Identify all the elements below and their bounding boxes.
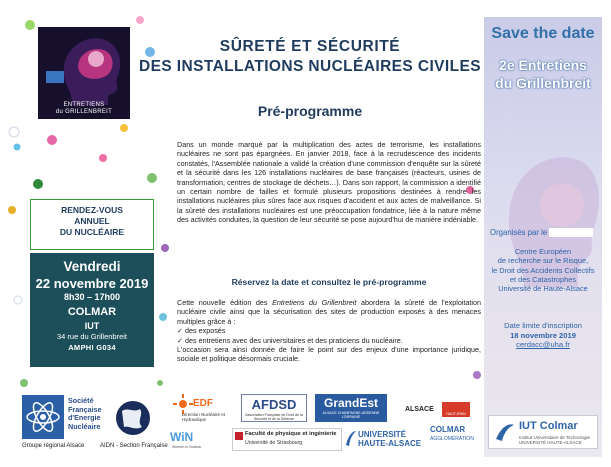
alsace-logo: ALSACE (405, 406, 434, 413)
sfen-line: Nucléaire (68, 421, 101, 431)
save-the-date-heading: Save the date (491, 25, 595, 42)
faculte-name: Faculté de physique et ingénierie (245, 431, 337, 437)
uha-swoosh-icon (345, 429, 357, 447)
intro-paragraph: Dans un monde marqué par la multiplication des actes de terrorisme, les installations nucléaires ne sont pas épargnées. En janvier 2018, face à la recrudescence des incidents constatés, l'Assemblée nationale a validé la création d'une commission d'enquête sur la sûreté et la sécurité dans les 126 installations nucléaires de base françaises (réacteurs, usines de transformation, centres de stockage de déchets…). Dans son rapport, la commission a identifié un certain nombre de failles et formulé plusieurs propositions destinées à rendre les installations nucléaires plus sûres face aux risques d'accident et aux actes de malveillance. Si la sûreté des installations nucléaires est une préoccupation fondatrice, liée à la nature même des activités conduites, la question de leur sécurité se pose aujourd'hui de manière indéniable. (177, 140, 481, 225)
contact-email-link[interactable]: cerdacc@uha.fr (516, 340, 570, 350)
event-address: 34 rue du Grillenbreit (56, 332, 128, 341)
sfen-line: d'Energie (68, 413, 101, 422)
details-section (177, 298, 481, 364)
faculte-university: Université de Strasbourg (245, 440, 303, 446)
organised-by (490, 228, 598, 237)
dot (136, 16, 144, 24)
win-subtitle: Women in Nuclear (172, 445, 202, 449)
dot (161, 244, 169, 252)
dot (20, 379, 28, 387)
sfen-line: Société (68, 396, 94, 405)
colmar-agglo-logo (430, 426, 474, 443)
dot (9, 127, 19, 137)
event-venue: IUT (84, 321, 100, 331)
centre-line: Centre Européen (514, 247, 572, 256)
grandest-logo (315, 394, 387, 422)
title-line1: SÛRETÉ ET SÉCURITÉ (219, 38, 401, 55)
head-profile-icon (38, 27, 130, 107)
colmar-line1: COLMAR (430, 425, 466, 434)
dot (33, 179, 43, 189)
details-lead (177, 298, 481, 326)
logo-caption-line2: du GRILLENBREIT (55, 109, 113, 115)
event-date: 22 novembre 2019 (35, 276, 149, 291)
afdsd-name: AFDSD (251, 397, 297, 412)
haut-rhin-logo (442, 402, 470, 417)
dot (157, 380, 163, 386)
colmar-line2: AGGLOMÉRATION (430, 435, 474, 442)
logo-caption-line1: ENTRETIENS (63, 102, 105, 108)
event-time: 8h30 – 17h00 (63, 292, 121, 302)
faculte-logo (232, 428, 342, 451)
details-lead-before: Cette nouvelle édition des (177, 298, 273, 307)
aidn-label: AIDN - Section Française (100, 443, 168, 449)
edf-subtitle: Direction Nucléaire et Hydraulique (182, 412, 226, 422)
event-city: COLMAR (67, 306, 117, 318)
iut-colmar-logo (488, 415, 598, 449)
rdv-line1: RENDEZ-VOUS (61, 205, 123, 215)
iut-subtitle: Institut Universitaire de Technologie UNIVERSITÉ HAUTE-ALSACE (519, 435, 590, 445)
grandest-name: GrandEst (323, 396, 378, 410)
logo-caption (38, 102, 130, 116)
title-line2: DES INSTALLATIONS NUCLÉAIRES CIVILES (139, 58, 481, 75)
details-bullets (177, 326, 481, 345)
dot (8, 206, 16, 214)
cerdacc-logo (549, 228, 593, 237)
registration-deadline (486, 321, 600, 350)
save-the-date-panel (484, 17, 602, 457)
dot (473, 371, 481, 379)
rendezvous-box (30, 199, 154, 250)
centre-line: de recherche sur le Risque, (497, 256, 589, 266)
event-date-box (30, 253, 154, 367)
dot (120, 124, 128, 132)
details-closing: L'occasion sera ainsi donnée de faire le point sur des enjeux d'une importance juridique, sociale et politique désormais cruciale. (177, 345, 481, 364)
list-item: ✓ des exposés (177, 326, 481, 335)
deadline-label: Date limite d'inscription (504, 321, 582, 330)
reserve-heading: Réservez la date et consultez le pré-programme (231, 277, 427, 287)
dot (159, 313, 167, 321)
sfen-name (68, 397, 102, 431)
centre-line: le Droit des Accidents Collectifs (491, 265, 595, 275)
uha-line1: UNIVERSITÉ (358, 430, 407, 439)
dot (14, 144, 21, 151)
centre-line: Université de Haute-Alsace (498, 284, 588, 294)
sfen-atom-icon (22, 395, 64, 439)
edf-logo: EDF (193, 398, 213, 409)
event-day: Vendredi (63, 259, 121, 274)
rdv-line2: ANNUEL (74, 216, 110, 226)
centre-description (486, 247, 600, 293)
uha-logo (358, 431, 421, 448)
deadline-date: 18 novembre 2019 (510, 330, 576, 340)
sfen-label: Groupe régional Alsace (22, 443, 85, 449)
dot (147, 173, 157, 183)
entretiens-logo-tile (38, 27, 130, 119)
page-subtitle: Pré-programme (257, 103, 363, 119)
dot (25, 20, 35, 30)
list-item: ✓ des entretiens avec des universitaires et des praticiens du nucléaire. (177, 336, 481, 345)
dot (14, 296, 22, 304)
details-lead-after: abordera la sûreté de l'exploitation nucléaire civile ainsi que la sécurisation des sites de production exposés à des menaces multiples grâce à : (177, 298, 482, 326)
aidn-globe-icon (114, 397, 152, 439)
strasbourg-mark-icon (235, 432, 243, 440)
rdv-line3: DU NUCLÉAIRE (59, 227, 125, 237)
dot (47, 135, 57, 145)
afdsd-logo (241, 394, 307, 422)
organised-by-label: Organisés par le (490, 228, 548, 237)
grandest-subtitle: ALSACE CHAMPAGNE-ARDENNE LORRAINE (322, 411, 380, 419)
afdsd-subtitle: Association Française de Droit de la Sécurité et de la Défense (245, 413, 303, 421)
edition-heading: 2e Entretiens (499, 57, 587, 73)
event-name-heading: du Grillenbreit (495, 75, 591, 91)
centre-line: et des Catastrophes (509, 274, 577, 284)
iut-name: IUT Colmar (519, 420, 578, 432)
page-title (135, 38, 485, 76)
iut-swoosh-icon (494, 421, 516, 443)
details-lead-italic: Entretiens du Grillenbreit (272, 298, 357, 307)
edf-sun-icon (173, 394, 193, 414)
sfen-line: Française (68, 404, 102, 414)
haut-rhin-name: HAUT-RHIN (446, 412, 466, 416)
uha-line2: HAUTE-ALSACE (358, 438, 422, 448)
win-logo: WiN (170, 430, 194, 444)
event-room: AMPHI G034 (68, 343, 116, 352)
dot (99, 154, 107, 162)
